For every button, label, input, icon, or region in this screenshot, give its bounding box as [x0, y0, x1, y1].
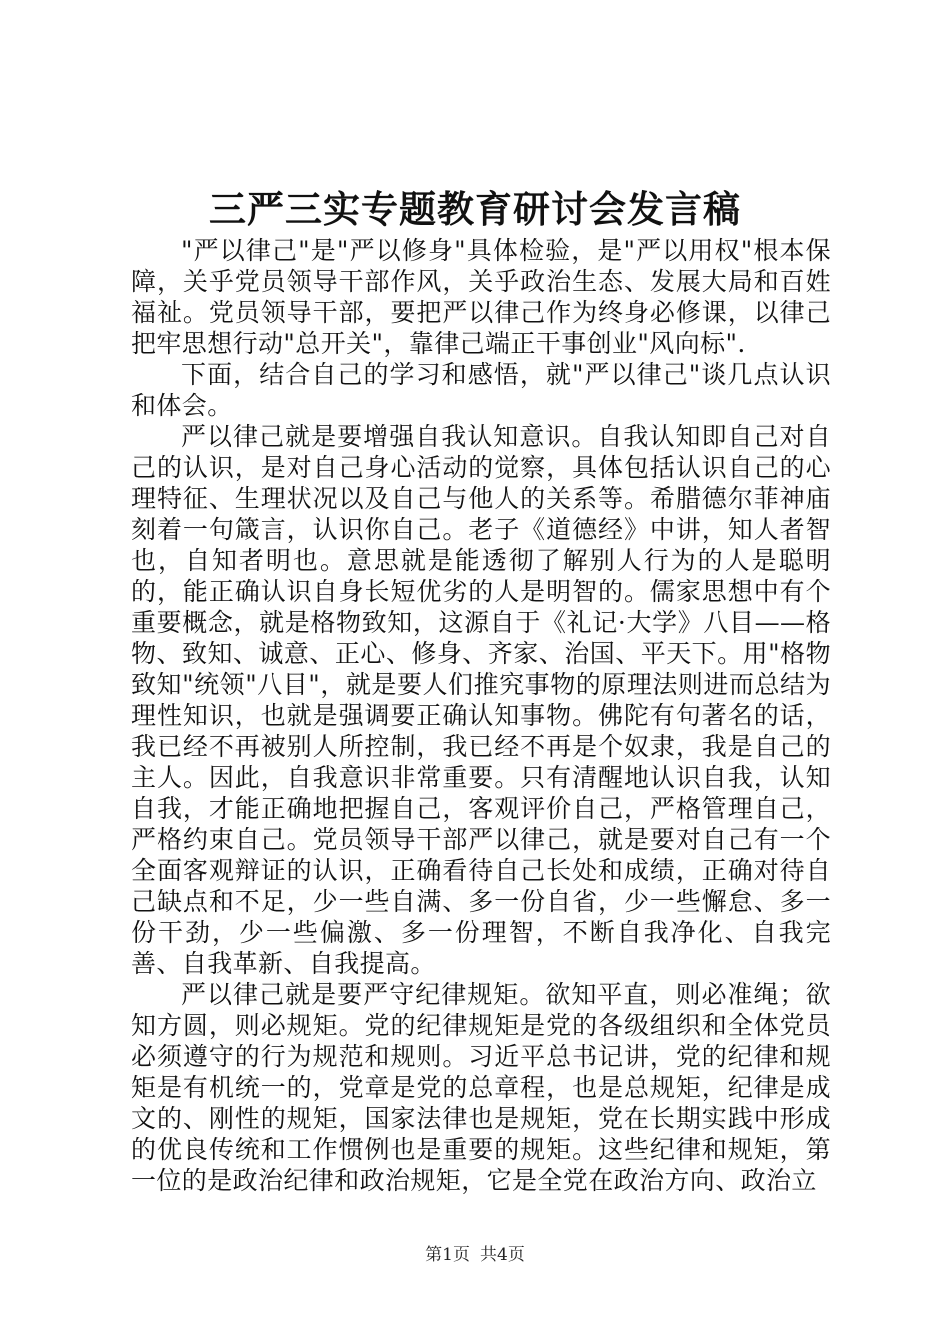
paragraph: "严以律己"是"严以修身"具体检验，是"严以用权"根本保障，关乎党员领导干部作风，关乎政治生态、发展大局和百姓福祉。党员领导干部，要把严以律己作为终身必修课，以律己把牢思想行动"总开关"，靠律己端正干事创业"风向标". — [131, 236, 831, 358]
document-body — [131, 235, 831, 1196]
page-count: 共4页 — [480, 1245, 525, 1265]
paragraph: 严以律己就是要增强自我认知意识。自我认知即自己对自己的认识，是对自己身心活动的觉察，具体包括认识自己的心理特征、生理状况以及自己与他人的关系等。希腊德尔菲神庙刻着一句箴言，认识你自己。老子《道德经》中讲，知人者智也，自知者明也。意思就是能透彻了解别人行为的人是聪明的，能正确认识自身长短优劣的人是明智的。儒家思想中有个重要概念，就是格物致知，这源自于《礼记·大学》八目——格物、致知、诚意、正心、修身、齐家、治国、平天下。用"格物致知"统领"八目"，就是要人们推究事物的原理法则进而总结为理性知识，也就是强调要正确认知事物。佛陀有句著名的话，我已经不再被别人所控制，我已经不再是个奴隶，我是自己的主人。因此，自我意识非常重要。只有清醒地认识自我，认知自我，才能正确地把握自己，客观评价自己，严格管理自己，严格约束自己。党员领导干部严以律己，就是要对自己有一个全面客观辩证的认识，正确看待自己长处和成绩，正确对待自己缺点和不足，少一些自满、多一份自省，少一些懈怠、多一份干劲，少一些偏激、多一份理智，不断自我净化、自我完善、自我革新、自我提高。 — [131, 422, 831, 978]
document-title: 三严三实专题教育研讨会发言稿 — [209, 187, 741, 231]
paragraph: 下面，结合自己的学习和感悟，就"严以律己"谈几点认识和体会。 — [131, 360, 831, 420]
page-footer — [0, 1244, 950, 1266]
page-number: 第1页 — [425, 1245, 470, 1265]
paragraph: 严以律己就是要严守纪律规矩。欲知平直，则必准绳；欲知方圆，则必规矩。党的纪律规矩是党的各级组织和全体党员必须遵守的行为规范和规则。习近平总书记讲，党的纪律和规矩是有机统一的，党章是党的总章程，也是总规矩，纪律是成文的、刚性的规矩，国家法律也是规矩，党在长期实践中形成的优良传统和工作惯例也是重要的规矩。这些纪律和规矩，第一位的是政治纪律和政治规矩，它是全党在政治方向、政治立 — [131, 980, 831, 1195]
